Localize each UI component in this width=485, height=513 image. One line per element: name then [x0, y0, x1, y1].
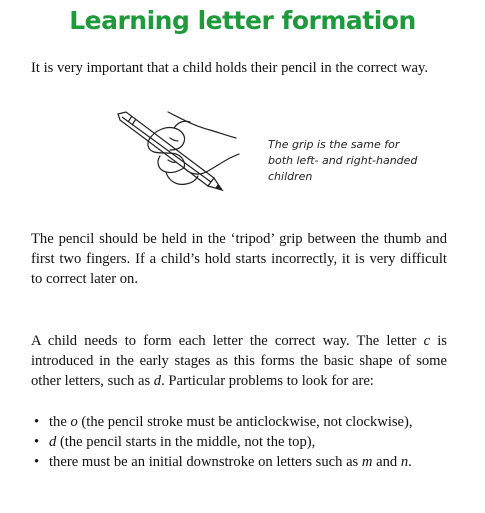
caption-line: children	[268, 170, 313, 183]
letter-example: m	[361, 454, 373, 470]
pencil-grip-paragraph: The pencil should be held in the ‘tripod’ grip between the thumb and first two fingers. If a child’s hold starts incorrectly, it is very difficult to correct later on.	[31, 231, 447, 287]
text-span: A child needs to form each letter the correct way. The letter	[31, 333, 424, 349]
text-span: . Particular problems to look for are:	[161, 373, 374, 389]
list-item	[31, 432, 447, 452]
bullet: •	[34, 434, 40, 450]
text-span: the	[49, 414, 71, 430]
problems-list	[31, 412, 447, 472]
figure-caption	[268, 137, 438, 185]
text-span: there must be an initial downstroke on letters such as	[49, 454, 362, 470]
text-span: (the pencil stroke must be anticlockwise, not clockwise),	[77, 414, 413, 430]
pencil-icon	[118, 112, 222, 190]
intro-paragraph: It is very important that a child holds their pencil in the correct way.	[31, 60, 429, 76]
list-item	[31, 452, 447, 472]
bullet: •	[34, 414, 40, 430]
text-span: (the pencil starts in the middle, not the top),	[56, 434, 316, 450]
list-item	[31, 412, 447, 432]
caption-line: both left- and right-handed	[268, 154, 418, 167]
hand-holding-pencil-illustration	[110, 108, 240, 198]
letter-example: o	[70, 414, 78, 430]
letter-example: d	[153, 373, 162, 389]
text-span: .	[408, 454, 412, 470]
text-span: is introduced in the early stages as this forms the basic shape of some other letters, such as	[31, 333, 447, 389]
page-title: Learning letter formation	[69, 6, 416, 35]
letter-example: c	[423, 333, 431, 349]
letter-formation-paragraph	[31, 331, 447, 391]
letter-example: d	[49, 434, 57, 450]
caption-line: The grip is the same for	[268, 138, 400, 151]
letter-example: n	[400, 454, 409, 470]
text-span: and	[372, 454, 401, 470]
bullet: •	[34, 454, 40, 470]
